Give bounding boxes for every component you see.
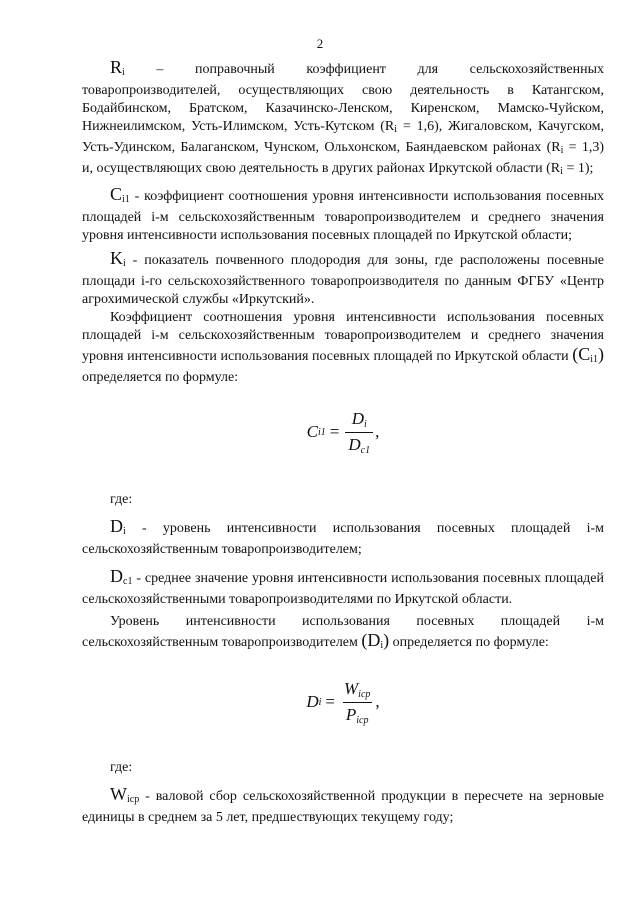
- paragraph-level-intro: [82, 613, 604, 655]
- coef-intro-paren-open: (: [572, 344, 579, 364]
- formula2-tail: ,: [375, 692, 380, 711]
- formula2-fraction: [341, 679, 373, 726]
- formula1-denominator: Dc1: [345, 432, 373, 456]
- wicp-text: - валовой сбор сельскохозяйственной продукции в пересчете на зерновые единицы в среднем за 5 лет, предшествующих текущему году;: [82, 789, 604, 825]
- formula-di: [82, 675, 604, 729]
- symbol-k: K: [110, 248, 123, 268]
- formula2-denominator: Picp: [343, 702, 372, 726]
- paragraph-dc1: [82, 567, 604, 609]
- symbol-r-sub: i: [122, 67, 125, 78]
- ri-sub-2: i: [560, 145, 564, 156]
- formula2-lhs-sub: i: [318, 696, 322, 708]
- formula1-lhs: C: [306, 422, 318, 441]
- formula1-tail: ,: [375, 422, 380, 441]
- level-intro-paren-open: (: [361, 630, 368, 650]
- paragraph-coef-intro: [82, 309, 604, 387]
- symbol-d: D: [110, 516, 123, 536]
- paragraph-ki: [82, 249, 604, 309]
- where-label-1: где:: [110, 492, 133, 507]
- di-text: - уровень интенсивности использования посевных площадей i-м сельскохозяйственным товаропроизводителем;: [82, 521, 604, 557]
- level-intro-sub: i: [380, 640, 384, 651]
- formula1-eq: =: [329, 422, 340, 441]
- ri-sub-1: i: [394, 124, 398, 135]
- coef-intro-symbol: C: [578, 344, 591, 364]
- level-intro-symbol: D: [367, 630, 381, 650]
- symbol-r: R: [110, 57, 123, 77]
- paragraph-di: [82, 517, 604, 559]
- document-body: [82, 58, 604, 827]
- where-label-2: где:: [110, 760, 133, 775]
- formula1-fraction: [345, 409, 373, 456]
- formula-ci1: [82, 405, 604, 459]
- ki-text: - показатель почвенного плодородия для зоны, где расположены посевные площади i-го сельскохозяйственного товаропроизводителя по данным ФГБУ «Центр агрохимической службы «Иркутский».: [82, 253, 604, 307]
- page-number: 2: [316, 36, 324, 51]
- paragraph-wicp: [82, 785, 604, 827]
- coef-intro-paren-close: ): [598, 344, 604, 364]
- ri-sub-3: i: [560, 166, 563, 177]
- paragraph-ri: [82, 58, 604, 181]
- symbol-d-sub: i: [123, 526, 126, 537]
- symbol-w: W: [110, 784, 127, 804]
- paragraph-ci: [82, 185, 604, 245]
- formula1-lhs-sub: i1: [317, 426, 326, 438]
- ci-text: - коэффициент соотношения уровня интенсивности использования посевных площадей i-м сельскохозяйственным товаропроизводителем и среднего значения уровня интенсивности использования посевных площадей по Иркутской области;: [82, 189, 604, 243]
- symbol-dc-sub: c1: [123, 576, 133, 587]
- ri-eq3: = 1);: [562, 161, 594, 176]
- level-intro-text: Уровень интенсивности использования посевных площадей i-м сельскохозяйственным товаропроизводителем: [82, 614, 604, 650]
- coef-intro-sub: i1: [590, 354, 598, 365]
- formula2-lhs: D: [306, 692, 319, 711]
- symbol-c: C: [110, 184, 123, 204]
- level-intro-paren-close: ): [383, 630, 390, 650]
- symbol-c-sub: i1: [122, 194, 130, 205]
- symbol-dc: D: [110, 566, 123, 586]
- level-intro-tail: определяется по формуле:: [389, 635, 549, 650]
- coef-intro-text: Коэффициент соотношения уровня интенсивности использования посевных площадей i-м сельскохозяйственным товаропроизводителем и среднего значения уровня интенсивности использования посевных площадей по Иркутской области: [82, 310, 604, 364]
- dc1-text: - среднее значение уровня интенсивности использования посевных площадей сельскохозяйственными товаропроизводителями по Иркутской области.: [82, 571, 604, 607]
- formula1-numerator: Di: [351, 408, 367, 430]
- formula2-eq: =: [325, 692, 335, 711]
- ri-text: – поправочный коэффициент для сельскохозяйственных товаропроизводителей, осуществляющих свою деятельность в Катангском, Бодайбинском, Братском, Казачинско-Ленском, Киренском, Мамско-Чуйском, Нижнеилимском, Усть-Илимском, Усть-Кутском (R: [82, 62, 604, 134]
- ri-eq2: = 1,3) и, осуществляющих свою деятельность в других районах Иркутской области (R: [82, 140, 604, 176]
- symbol-k-sub: i: [123, 258, 126, 269]
- coef-intro-tail: определяется по формуле:: [82, 370, 239, 385]
- symbol-w-sub: icp: [127, 794, 140, 805]
- formula2-numerator: Wicp: [344, 678, 371, 700]
- ri-eq1: = 1,6), Жигаловском, Качугском, Усть-Удинском, Балаганском, Чунском, Ольхонском, Баяндаевском районах (R: [82, 119, 605, 155]
